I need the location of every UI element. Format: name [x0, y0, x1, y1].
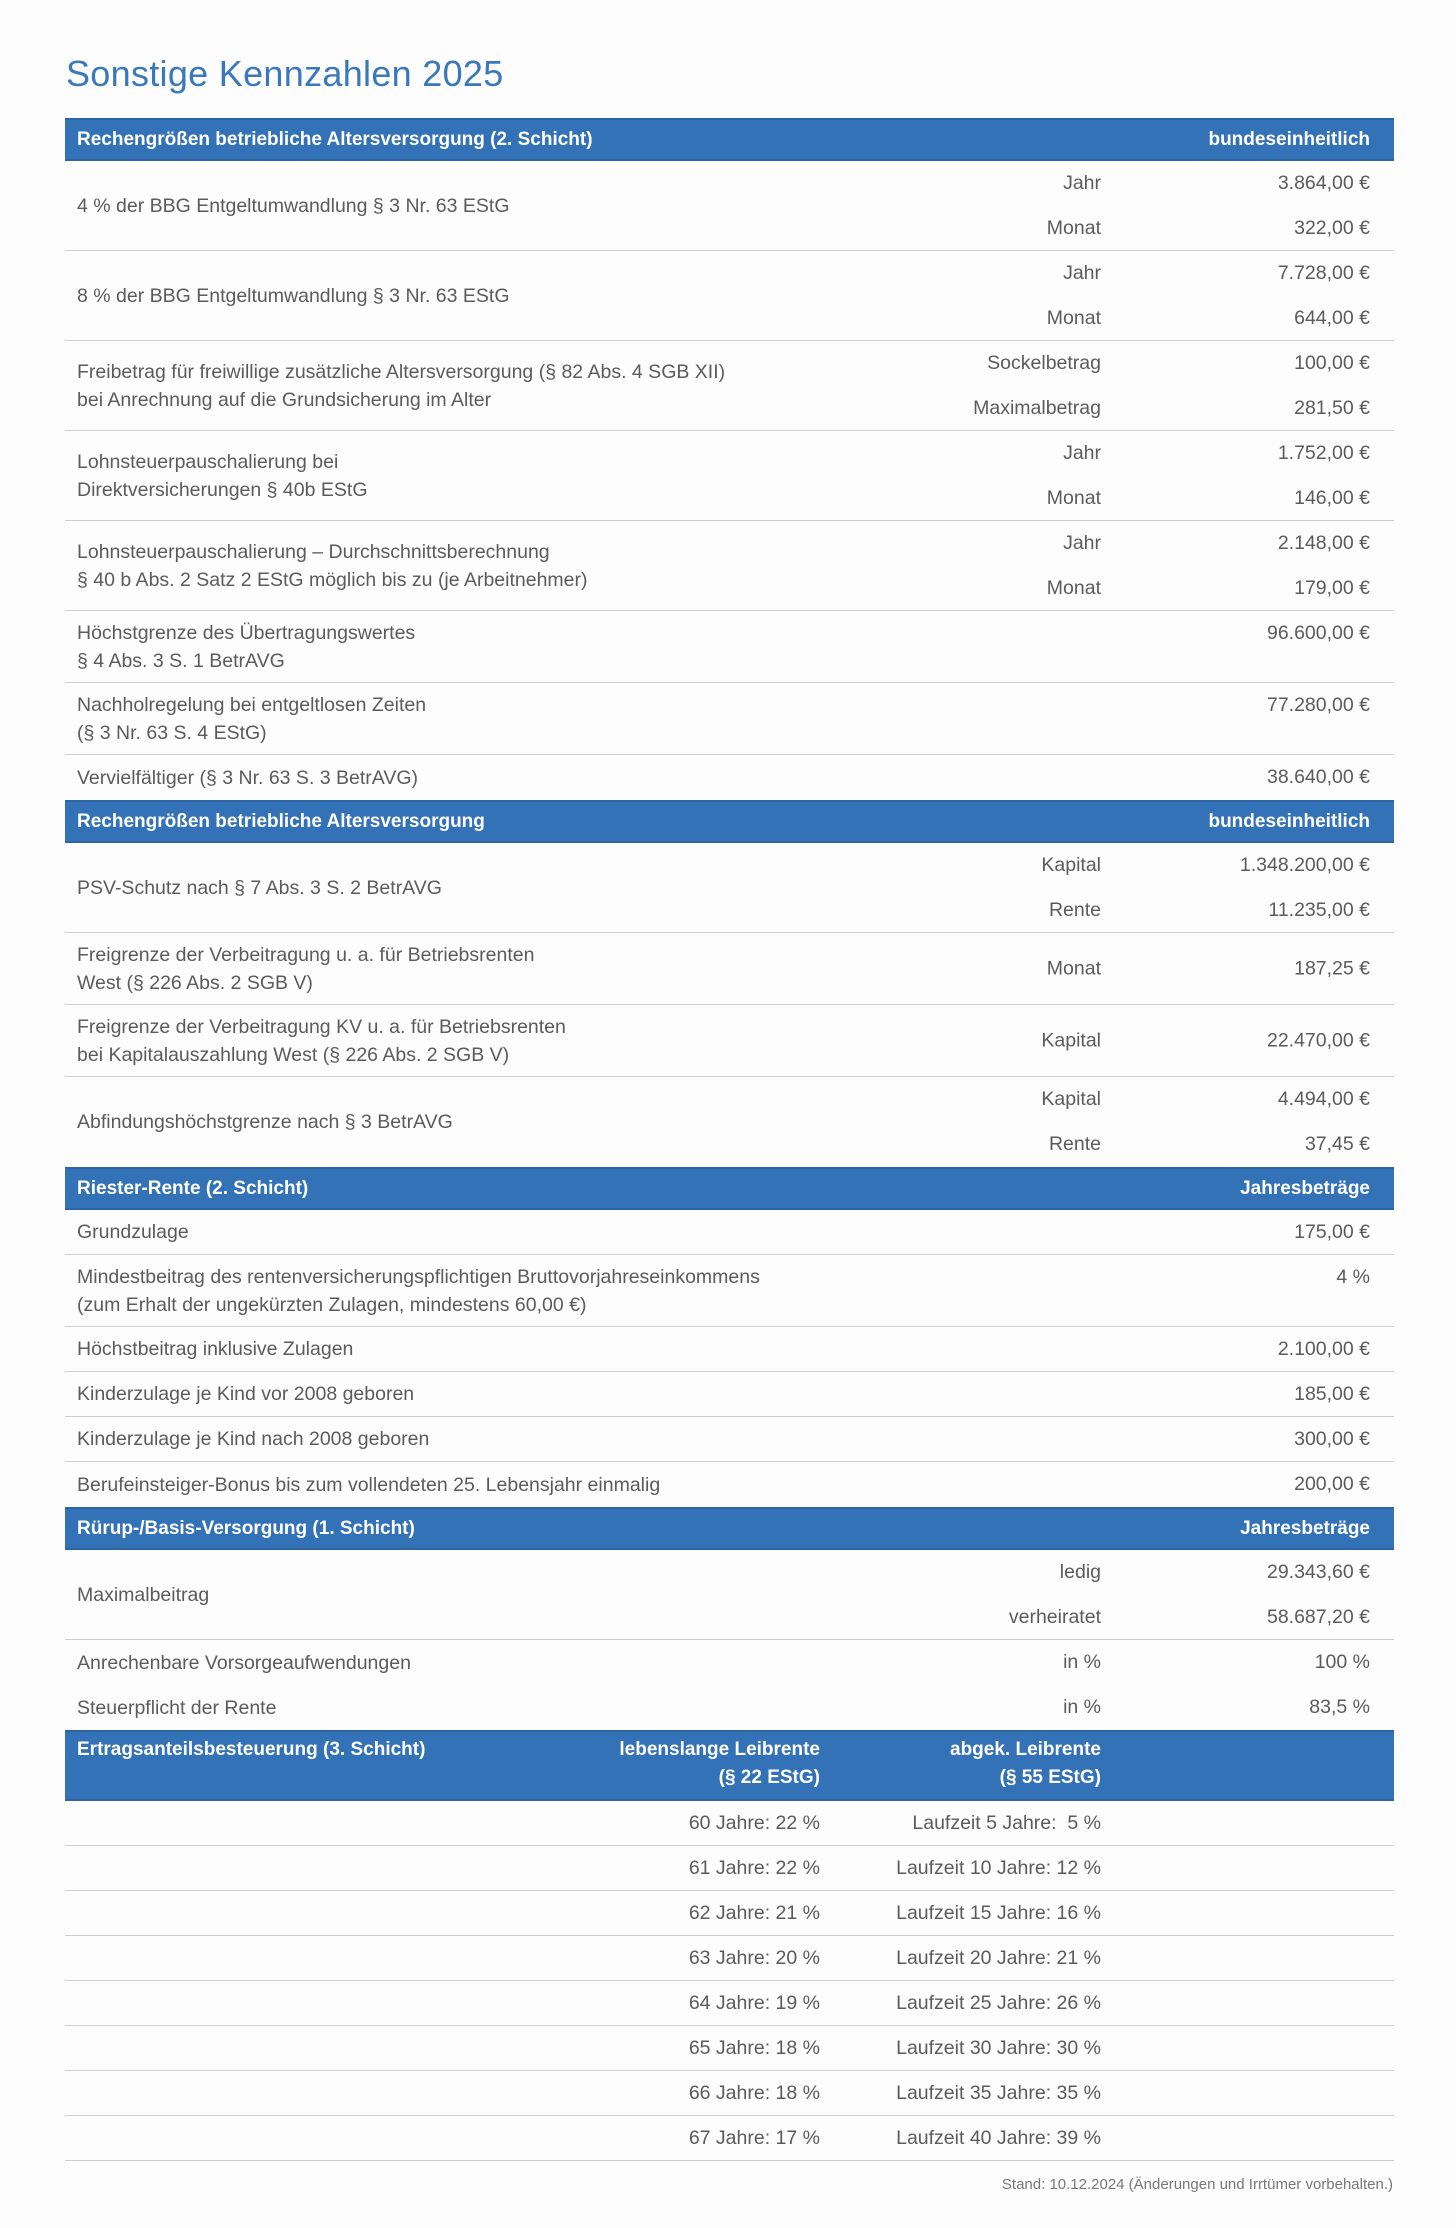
row-label-line: § 40 b Abs. 2 Satz 2 EStG möglich bis zu (je Arbeitnehmer): [77, 568, 588, 591]
table-row: [65, 611, 1394, 683]
row-value: 281,50 €: [1294, 397, 1370, 419]
row-unit: Kapital: [1041, 1029, 1101, 1051]
table-row: [65, 2116, 1394, 2161]
section-title: Rechengrößen betriebliche Altersversorgung (2. Schicht): [77, 129, 593, 150]
row-label: [77, 341, 725, 430]
row-unit: in %: [1063, 1651, 1101, 1673]
cell-lebenslang: 64 Jahre: 19 %: [688, 1992, 820, 2014]
row-value: 100,00 €: [1294, 352, 1370, 374]
cell-lebenslang: 60 Jahre: 22 %: [688, 1812, 820, 1834]
row-label: [77, 431, 367, 520]
row-value: 4.494,00 €: [1277, 1088, 1370, 1110]
row-label: [77, 933, 534, 1004]
table-row: [65, 251, 1394, 341]
table-row: [65, 1846, 1394, 1891]
row-label: [77, 1640, 411, 1685]
column-header-abgekuerzte-leibrente: [950, 1736, 1101, 1792]
row-value: 1.348.200,00 €: [1239, 854, 1370, 876]
table-row: [65, 1801, 1394, 1846]
row-unit: in %: [1063, 1696, 1101, 1718]
cell-lebenslang: 63 Jahre: 20 %: [688, 1947, 820, 1969]
row-label-line: Mindestbeitrag des rentenversicherungspflichtigen Bruttovorjahreseinkommens: [77, 1265, 760, 1288]
row-label-line: Lohnsteuerpauschalierung bei: [77, 450, 339, 473]
section-title: Rürup-/Basis-Versorgung (1. Schicht): [77, 1518, 415, 1539]
section-scope: bundeseinheitlich: [1208, 129, 1370, 150]
row-value: 200,00 €: [1294, 1473, 1370, 1495]
row-label: [77, 1255, 760, 1326]
cell-abgekuerzt: Laufzeit 25 Jahre: 26 %: [896, 1992, 1101, 2014]
row-value: 11.235,00 €: [1268, 899, 1370, 921]
row-value: 96.600,00 €: [1266, 622, 1370, 644]
column-header-line: abgek. Leibrente: [950, 1739, 1101, 1760]
row-unit: Jahr: [1063, 262, 1101, 284]
column-header-line: lebenslange Leibrente: [619, 1739, 820, 1760]
row-value: 2.148,00 €: [1277, 532, 1370, 554]
table-row: [65, 431, 1394, 521]
row-label-line: Grundzulage: [77, 1221, 189, 1243]
row-unit: Rente: [1048, 1133, 1101, 1155]
table-row: [65, 1327, 1394, 1372]
row-label-line: Freigrenze der Verbeitragung u. a. für Betriebsrenten: [77, 943, 535, 966]
cell-abgekuerzt: Laufzeit 5 Jahre: 5 %: [912, 1812, 1101, 1834]
row-label-line: Kinderzulage je Kind nach 2008 geboren: [77, 1428, 430, 1450]
table-row: [65, 843, 1394, 933]
row-label: [77, 1210, 189, 1254]
column-header-line: (§ 22 EStG): [718, 1767, 820, 1788]
row-unit: Monat: [1046, 957, 1101, 979]
row-label-line: § 4 Abs. 3 S. 1 BetrAVG: [77, 649, 285, 672]
row-unit: Jahr: [1063, 442, 1101, 464]
row-unit: Rente: [1048, 899, 1101, 921]
table-row: [65, 755, 1394, 800]
table-row: [65, 1077, 1394, 1167]
row-label-line: (zum Erhalt der ungekürzten Zulagen, mindestens 60,00 €): [77, 1293, 587, 1316]
page-title: Sonstige Kennzahlen 2025: [66, 53, 504, 94]
row-label-line: West (§ 226 Abs. 2 SGB V): [77, 971, 313, 994]
table-row: [65, 2071, 1394, 2116]
row-label-line: Steuerpflicht der Rente: [77, 1696, 277, 1719]
row-value: 3.864,00 €: [1277, 172, 1370, 194]
row-unit: Jahr: [1063, 172, 1101, 194]
row-value: 29.343,60 €: [1266, 1561, 1370, 1583]
row-value: 322,00 €: [1294, 217, 1370, 239]
kennzahlen-table: [65, 118, 1394, 2161]
row-label: [77, 251, 510, 340]
row-label: [77, 1077, 453, 1167]
row-unit: ledig: [1059, 1561, 1101, 1583]
section-scope: Jahresbeträge: [1240, 1518, 1370, 1539]
section-title: Rechengrößen betriebliche Altersversorgung: [77, 811, 485, 832]
row-label-line: Berufeinsteiger-Bonus bis zum vollendeten 25. Lebensjahr einmalig: [77, 1473, 661, 1496]
row-value: 4 %: [1336, 1266, 1370, 1288]
row-value: 7.728,00 €: [1277, 262, 1370, 284]
row-label: [77, 611, 415, 682]
row-unit: Monat: [1046, 577, 1101, 599]
row-unit: Maximalbetrag: [973, 397, 1101, 419]
row-value: 2.100,00 €: [1277, 1338, 1370, 1360]
section-title: Riester-Rente (2. Schicht): [77, 1178, 309, 1199]
section-header-riester: [65, 1167, 1394, 1210]
row-label-line: 4 % der BBG Entgeltumwandlung § 3 Nr. 63 EStG: [77, 194, 510, 217]
cell-lebenslang: 65 Jahre: 18 %: [688, 2037, 820, 2059]
row-unit: Kapital: [1041, 854, 1101, 876]
row-label: [77, 1550, 209, 1639]
row-label-line: PSV-Schutz nach § 7 Abs. 3 S. 2 BetrAVG: [77, 876, 442, 899]
row-unit: Monat: [1046, 487, 1101, 509]
row-unit: Monat: [1046, 307, 1101, 329]
row-value: 146,00 €: [1294, 487, 1370, 509]
row-value: 179,00 €: [1294, 577, 1370, 599]
table-row: [65, 2026, 1394, 2071]
table-row: [65, 521, 1394, 611]
section-header-ruerup: [65, 1507, 1394, 1550]
row-unit: Sockelbetrag: [987, 352, 1101, 374]
row-value: 37,45 €: [1304, 1133, 1370, 1155]
row-label-line: Kinderzulage je Kind vor 2008 geboren: [77, 1383, 415, 1405]
cell-abgekuerzt: Laufzeit 20 Jahre: 21 %: [896, 1947, 1101, 1969]
section-title: Ertragsanteilsbesteuerung (3. Schicht): [77, 1739, 426, 1760]
column-header-line: (§ 55 EStG): [999, 1767, 1101, 1788]
row-label-line: Maximalbeitrag: [77, 1583, 210, 1606]
cell-abgekuerzt: Laufzeit 35 Jahre: 35 %: [896, 2082, 1101, 2104]
cell-lebenslang: 61 Jahre: 22 %: [688, 1857, 820, 1879]
row-label-line: Höchstbeitrag inklusive Zulagen: [77, 1338, 354, 1360]
row-label-line: (§ 3 Nr. 63 S. 4 EStG): [77, 721, 267, 744]
row-value: 83,5 %: [1309, 1696, 1370, 1718]
table-row: [65, 1462, 1394, 1507]
row-value: 175,00 €: [1294, 1221, 1370, 1243]
table-row: [65, 161, 1394, 251]
section-scope: bundeseinheitlich: [1208, 811, 1370, 832]
row-label-line: Freibetrag für freiwillige zusätzliche Altersversorgung (§ 82 Abs. 4 SGB XII): [77, 360, 726, 383]
row-label: [77, 1005, 566, 1076]
row-label: [77, 843, 442, 932]
section-scope: Jahresbeträge: [1240, 1178, 1370, 1199]
row-label-line: Freigrenze der Verbeitragung KV u. a. für Betriebsrenten: [77, 1015, 566, 1038]
table-row: [65, 1372, 1394, 1417]
cell-abgekuerzt: Laufzeit 40 Jahre: 39 %: [896, 2127, 1101, 2149]
row-value: 38.640,00 €: [1266, 766, 1370, 788]
cell-abgekuerzt: Laufzeit 10 Jahre: 12 %: [896, 1857, 1101, 1879]
table-row: [65, 1891, 1394, 1936]
cell-lebenslang: 66 Jahre: 18 %: [688, 2082, 820, 2104]
table-row: [65, 683, 1394, 755]
table-row: [65, 1936, 1394, 1981]
row-label: [77, 1685, 276, 1730]
row-value: 1.752,00 €: [1277, 442, 1370, 464]
row-label-line: Höchstgrenze des Übertragungswertes: [77, 621, 416, 644]
row-value: 77.280,00 €: [1266, 694, 1370, 716]
row-label-line: Anrechenbare Vorsorgeaufwendungen: [77, 1651, 411, 1674]
row-value: 22.470,00 €: [1266, 1029, 1370, 1051]
section-header-bav: [65, 800, 1394, 843]
table-row: [65, 1550, 1394, 1640]
row-value: 300,00 €: [1294, 1428, 1370, 1450]
table-row: [65, 1640, 1394, 1685]
row-unit: verheiratet: [1008, 1606, 1101, 1628]
cell-abgekuerzt: Laufzeit 15 Jahre: 16 %: [896, 1902, 1101, 1924]
row-label: [77, 1372, 414, 1416]
column-header-lebenslange-leibrente: [619, 1736, 820, 1792]
row-label-line: Lohnsteuerpauschalierung – Durchschnittsberechnung: [77, 540, 550, 563]
row-label-line: bei Kapitalauszahlung West (§ 226 Abs. 2 SGB V): [77, 1043, 510, 1066]
row-value: 185,00 €: [1294, 1383, 1370, 1405]
table-row: [65, 1210, 1394, 1255]
row-label: [77, 521, 588, 610]
row-label-line: Abfindungshöchstgrenze nach § 3 BetrAVG: [77, 1111, 453, 1133]
table-row: [65, 1417, 1394, 1462]
table-row: [65, 1005, 1394, 1077]
row-unit: Kapital: [1041, 1088, 1101, 1110]
cell-abgekuerzt: Laufzeit 30 Jahre: 30 %: [896, 2037, 1101, 2059]
cell-lebenslang: 62 Jahre: 21 %: [688, 1902, 820, 1924]
table-row: [65, 933, 1394, 1005]
table-row: [65, 341, 1394, 431]
row-label-line: Nachholregelung bei entgeltlosen Zeiten: [77, 693, 427, 716]
table-row: [65, 1981, 1394, 2026]
row-unit: Monat: [1046, 217, 1101, 239]
row-unit: Jahr: [1063, 532, 1101, 554]
row-label: [77, 755, 418, 800]
row-value: 58.687,20 €: [1266, 1606, 1370, 1628]
cell-lebenslang: 67 Jahre: 17 %: [688, 2127, 820, 2149]
section-header-ertragsanteil: [65, 1730, 1394, 1801]
row-value: 187,25 €: [1294, 957, 1370, 979]
table-row: [65, 1255, 1394, 1327]
row-label: [77, 683, 426, 754]
row-label-line: Direktversicherungen § 40b EStG: [77, 478, 368, 501]
row-label-line: Vervielfältiger (§ 3 Nr. 63 S. 3 BetrAVG): [77, 766, 419, 789]
row-label-line: bei Anrechnung auf die Grundsicherung im Alter: [77, 388, 492, 411]
row-label: [77, 1462, 660, 1507]
section-header-bav-2-schicht: [65, 118, 1394, 161]
table-row: [65, 1685, 1394, 1730]
row-label: [77, 1327, 353, 1371]
row-label: [77, 1417, 429, 1461]
row-label: [77, 161, 510, 250]
row-value: 100 %: [1314, 1651, 1370, 1673]
row-value: 644,00 €: [1294, 307, 1370, 329]
row-label-line: 8 % der BBG Entgeltumwandlung § 3 Nr. 63 EStG: [77, 284, 510, 307]
footer-note: Stand: 10.12.2024 (Änderungen und Irrtümer vorbehalten.): [1001, 2176, 1393, 2193]
